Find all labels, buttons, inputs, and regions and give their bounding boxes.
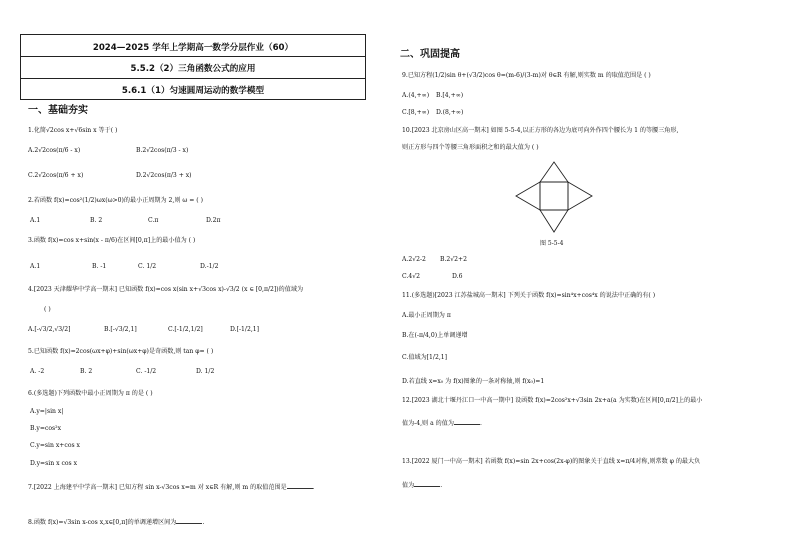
header-divider <box>20 56 366 57</box>
question-text: 2.若函数 f(x)=cos²(1/2)ωx(ω>0)的最小正周期为 2,则 ω = ( ) <box>28 197 203 204</box>
question-text: 4.[2023 天津耀华中学高一期末] 已知函数 f(x)=cos x(sin x+√3cos x)-√3/2 (x ∈ [0,π/2])的值域为 <box>28 286 304 293</box>
lesson-title-2: 5.6.1（1）匀速圆周运动的数学模型 <box>121 86 265 96</box>
option-d: D.(8,+∞) <box>436 109 464 116</box>
lesson-title-1: 5.5.2（2）三角函数公式的应用 <box>130 64 256 74</box>
option-a: A.[-√3/2,√3/2] <box>28 326 71 333</box>
option-a: A.2√2cos(π/6 - x) <box>28 147 81 154</box>
option-c: C.2√2cos(π/6 + x) <box>28 172 84 179</box>
option-d: D.6 <box>452 273 463 280</box>
answer-blank[interactable] <box>414 480 440 487</box>
option-a: A.2√2-2 <box>402 256 426 263</box>
option-c: C.[8,+∞) <box>402 109 430 116</box>
option-a: A.1 <box>30 263 41 270</box>
option-b: B.在(-π/4,0)上单调递增 <box>402 332 468 339</box>
option-c: C. -1/2 <box>136 368 157 375</box>
question-text-cont: 则正方形与四个等腰三角形面积之和的最大值为 ( ) <box>402 144 539 151</box>
worksheet-title: 2024—2025 学年上学期高一数学分层作业（60） <box>92 43 294 53</box>
option-c: C.y=sin x+cos x <box>30 442 80 449</box>
option-a: A.(4,+∞) <box>402 92 430 99</box>
question-text: 10.[2023 北京房山区高一期末] 如图 5-5-4,以正方形的各边为底可向外作四个腰长为 1 的等腰三角形, <box>402 127 679 134</box>
option-d: D.y=sin x cos x <box>30 460 78 467</box>
question-text: 7.[2022 上海建平中学高一期末] 已知方程 sin x-√3cos x=m 对 x∈R 有解,则 m 的取值范围是 <box>28 484 287 491</box>
question-text: 6.(多选题)下列函数中最小正周期为 π 的是 ( ) <box>28 390 153 397</box>
question-text: 8.函数 f(x)=√3sin x-cos x,x∈[0,π]的单调递增区间为 <box>28 519 177 526</box>
option-c: C.[-1/2,1/2] <box>168 326 203 333</box>
option-a: A.1 <box>30 217 41 224</box>
question-text: 13.[2022 厦门一中高一期末] 若函数 f(x)=sin 2x+cos(2x-φ)的图象关于直线 x=π/4对称,则常数 φ 的最大负 <box>402 458 701 465</box>
answer-blank[interactable] <box>176 517 202 524</box>
option-b: B. 2 <box>90 217 103 224</box>
option-c: C.值域为[1/2,1] <box>402 354 448 361</box>
question-text: 11.(多选题)[2023 江苏盐城高一期末] 下列关于函数 f(x)=sin⁴x+cos⁴x 的说法中正确的有( ) <box>402 292 656 299</box>
option-a: A.最小正周期为 π <box>402 312 451 319</box>
section-title-advanced: 二、巩固提高 <box>400 49 460 60</box>
option-b: B.2√2cos(π/3 - x) <box>136 147 189 154</box>
question-text: 3.函数 f(x)=cos x+sin(x - π/6)在区间[0,π]上的最小值为 ( ) <box>28 237 196 244</box>
option-b: B.y=cos²x <box>30 425 62 432</box>
option-d: D.若直线 x=x₀ 为 f(x)图象的一条对称轴,则 f(x₀)=1 <box>402 378 545 385</box>
option-d: D.2π <box>206 217 221 224</box>
option-d: D.[-1/2,1] <box>230 326 260 333</box>
option-d: D.-1/2 <box>200 263 219 270</box>
figure-square-triangles <box>512 158 596 236</box>
question-text-cont: 值为 <box>402 482 415 489</box>
question-text: 5.已知函数 f(x)=2cos(ωx+φ)+sin(ωx+φ)是奇函数,则 tan φ= ( ) <box>28 348 214 355</box>
option-c: C.π <box>148 217 159 224</box>
option-b: B.2√2+2 <box>440 256 468 263</box>
question-text: 9.已知方程(1/2)sin θ+(√3/2)cos θ=(m-6)/(3-m)对 θ∈R 有解,则实数 m 的取值范围是 ( ) <box>402 72 651 79</box>
option-b: B. -1 <box>92 263 107 270</box>
question-text: 1.化简√2cos x+√6sin x 等于( ) <box>28 127 118 134</box>
answer-blank[interactable] <box>287 482 313 489</box>
section-title-basic: 一、基础夯实 <box>28 105 88 116</box>
question-text: 12.[2023 湖北十堰丹江口一中高一期中] 设函数 f(x)=2cos²x+√3sin 2x+a(a 为实数)在区间[0,π/2]上的最小 <box>402 397 703 404</box>
option-c: C.4√2 <box>402 273 421 280</box>
answer-paren: ( ) <box>44 306 51 313</box>
option-b: B. 2 <box>80 368 93 375</box>
option-b: B.[-√3/2,1] <box>104 326 137 333</box>
option-a: A. -2 <box>30 368 45 375</box>
question-text-cont: 值为-4,则 a 的值为 <box>402 420 454 427</box>
option-d: D. 1/2 <box>196 368 215 375</box>
header-divider <box>20 78 366 79</box>
answer-blank[interactable] <box>454 418 480 425</box>
option-d: D.2√2cos(π/3 + x) <box>136 172 192 179</box>
option-c: C. 1/2 <box>138 263 157 270</box>
figure-caption: 图 5-5-4 <box>540 240 564 247</box>
option-a: A.y=|sin x| <box>30 408 64 415</box>
option-b: B.[4,+∞) <box>436 92 464 99</box>
